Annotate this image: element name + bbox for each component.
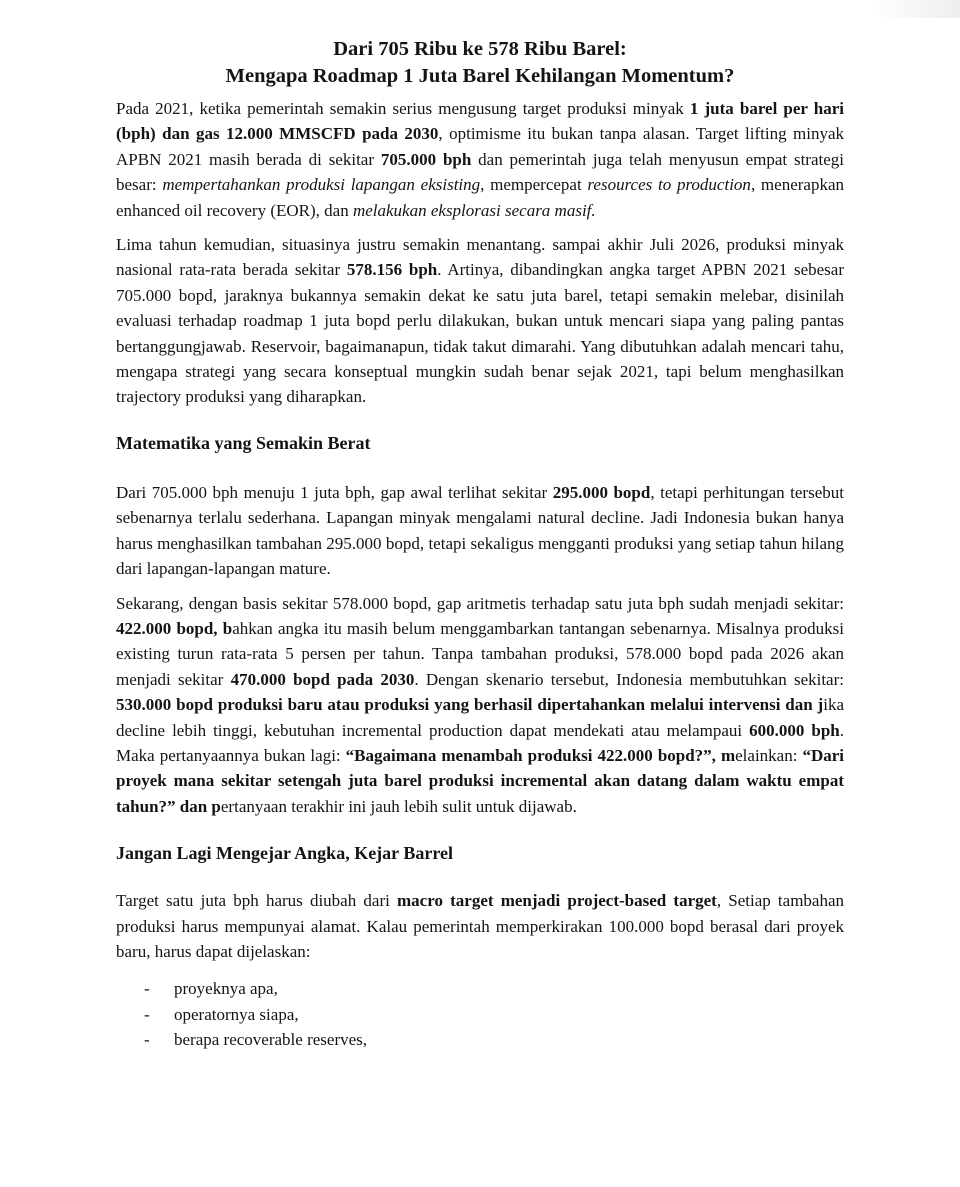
bold-run: 600.000 bph <box>749 720 840 740</box>
italic-run: melakukan eksplorasi secara masif. <box>352 200 596 220</box>
intro-paragraph-2 <box>116 232 844 410</box>
text-run: , Setiap tambahan produksi harus mempunyai alamat. Kalau pemerintah memperkirakan 100.000 bopd berasal dari proyek baru, harus dapat dijelaskan: <box>116 891 845 961</box>
text-run: , optimisme itu bukan tanpa alasan. Target lifting minyak APBN 2021 masih berada di sekitar <box>116 124 844 169</box>
section2-paragraph-1 <box>116 888 844 964</box>
text-run: Dari 705.000 bph menuju 1 juta bph, gap awal terlihat sekitar <box>116 482 553 502</box>
text-run: ertanyaan terakhir ini jauh lebih sulit untuk dijawab. <box>220 796 577 816</box>
text-run: elainkan: <box>735 745 803 765</box>
text-run: Target satu juta bph harus diubah dari <box>116 891 397 911</box>
bold-run: 1 juta barel per hari (bph) dan gas 12.000 MMSCFD pada 2030 <box>116 99 844 144</box>
bold-run: “Bagaimana menambah produksi 422.000 bopd?”, m <box>345 745 736 765</box>
bold-run: 422.000 bopd, b <box>116 618 233 638</box>
intro-paragraph-1 <box>116 96 844 223</box>
text-run: ika decline lebih tinggi, kebutuhan incremental production dapat mendekati atau melampaui <box>116 695 844 740</box>
list-item <box>116 1002 844 1027</box>
page-corner-shade <box>870 0 960 18</box>
list-item-text: proyeknya apa, <box>174 979 278 999</box>
section1-paragraph-2 <box>116 591 844 820</box>
text-run: . Maka pertanyaannya bukan lagi: <box>116 720 844 765</box>
document-title <box>116 36 844 90</box>
list-item-text: operatornya siapa, <box>174 1004 299 1024</box>
bold-run: macro target menjadi project-based target <box>397 891 717 911</box>
title-line-1: Dari 705 Ribu ke 578 Ribu Barel: <box>333 38 627 60</box>
list-item <box>116 1027 844 1052</box>
text-run: . Artinya, dibandingkan angka target APBN 2021 sebesar 705.000 bopd, jaraknya bukannya semakin dekat ke satu juta barel, tetapi semakin melebar, disinilah evaluasi terhadap roadmap 1 juta bopd perlu dilakukan, bukan untuk mencari siapa yang paling pantas bertanggungjawab. Reservoir, bagaimanapun, tidak takut dimarahi. Yang dibutuhkan adalah mencari tahu, mengapa strategi yang secara konseptual mungkin sudah benar sejak 2021, tapi belum menghasilkan trajectory produksi yang diharapkan. <box>116 260 844 407</box>
bold-run: 578.156 bph <box>346 260 438 280</box>
text-run: , tetapi perhitungan tersebut sebenarnya terlalu sederhana. Lapangan minyak mengalami natural decline. Jadi Indonesia bukan hanya harus menghasilkan tambahan 295.000 bopd, tetapi sekaligus mengganti produksi yang setiap tahun hilang dari lapangan-lapangan mature. <box>116 482 844 579</box>
italic-run: resources to production <box>587 175 751 195</box>
dash-bullet: - <box>144 979 150 999</box>
section1-paragraph-1 <box>116 480 844 582</box>
dash-list <box>116 976 844 1052</box>
text-run: Lima tahun kemudian, situasinya justru semakin menantang. sampai akhir Juli 2026, produksi minyak nasional rata-rata berada sekitar <box>116 235 844 280</box>
italic-run: mempertahankan produksi lapangan eksisting <box>162 175 481 195</box>
bold-run: “Dari proyek mana sekitar setengah juta barel produksi incremental akan datang dalam waktu empat tahun?” dan p <box>116 745 844 816</box>
bold-run: 705.000 bph <box>380 149 472 169</box>
section-heading-jangan-lagi: Jangan Lagi Mengejar Angka, Kejar Barrel <box>116 843 453 864</box>
dash-bullet: - <box>144 1004 150 1024</box>
list-item <box>116 976 844 1001</box>
text-run: Sekarang, dengan basis sekitar 578.000 bopd, gap aritmetis terhadap satu juta bph sudah menjadi sekitar: <box>116 593 844 613</box>
text-run: dan pemerintah juga telah menyusun empat strategi besar: <box>116 149 845 195</box>
section-heading-matematika: Matematika yang Semakin Berat <box>116 432 371 453</box>
text-run: Pada 2021, ketika pemerintah semakin serius mengusung target produksi minyak <box>116 99 690 118</box>
bold-run: 530.000 bopd produksi baru atau produksi yang berhasil dipertahankan melalui intervensi dan j <box>116 695 824 715</box>
text-run: , menerapkan enhanced oil recovery (EOR), dan <box>116 175 844 220</box>
title-line-2: Mengapa Roadmap 1 Juta Barel Kehilangan Momentum? <box>225 65 735 87</box>
bold-run: 295.000 bopd <box>552 482 651 502</box>
document-page <box>116 36 844 1053</box>
text-run: . Dengan skenario tersebut, Indonesia membutuhkan sekitar: <box>414 669 844 689</box>
bold-run: 470.000 bopd pada 2030 <box>230 669 415 689</box>
text-run: ahkan angka itu masih belum menggambarkan tantangan sebenarnya. Misalnya produksi existing turun rata-rata 5 persen per tahun. Tanpa tambahan produksi, 578.000 bopd pada 2026 akan menjadi sekitar <box>116 618 844 689</box>
text-run: , mempercepat <box>480 175 588 195</box>
list-item-text: berapa recoverable reserves, <box>174 1030 368 1050</box>
dash-bullet: - <box>144 1030 150 1050</box>
